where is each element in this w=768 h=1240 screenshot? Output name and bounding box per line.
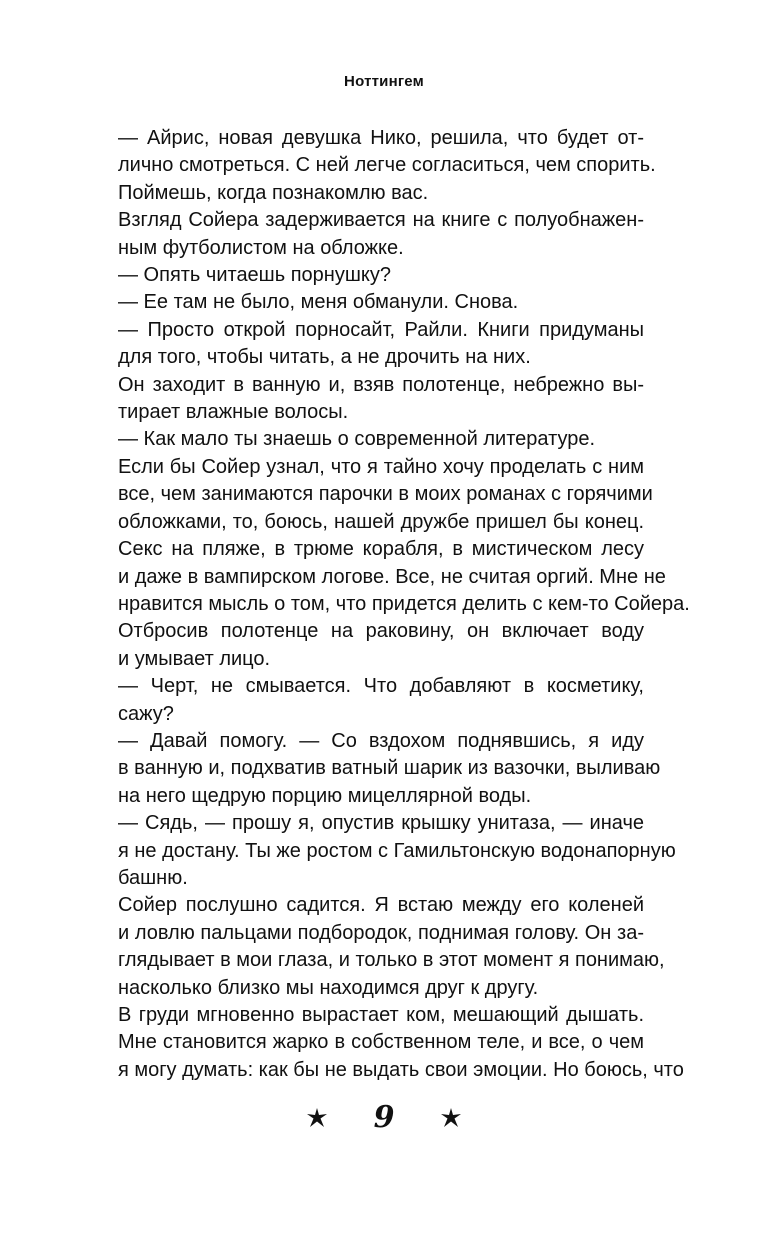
text-line: насколько близко мы находимся друг к другу. [118,976,539,999]
paragraph [118,810,676,892]
text-line: — Опять читаешь порнушку? [118,264,391,287]
text-line: Мне становится жарко в собственном теле, и все, о чем [118,1031,644,1054]
text-line: обложками, то, боюсь, нашей дружбе пришел бы конец. [118,510,644,533]
text-line: и умывает лицо. [118,647,271,670]
paragraph [118,317,644,372]
page-footer [0,1100,768,1136]
text-line: — Давай помогу. — Со вздохом поднявшись, я иду [118,729,644,752]
text-line: в ванную и, подхватив ватный шарик из вазочки, выливаю [118,757,661,780]
text-line: и ловлю пальцами подбородок, поднимая голову. Он за- [118,921,644,944]
text-line: башню. [118,866,188,889]
text-line: Секс на пляже, в трюме корабля, в мистическом лесу [118,538,644,561]
paragraph [118,892,665,1002]
text-line: все, чем занимаются парочки в моих романах с горячими [118,483,653,506]
text-line: нравится мысль о том, что придется делить с кем-то Сойера. [118,592,690,615]
text-line: Взгляд Сойера задерживается на книге с полуобнажен- [118,209,644,232]
text-line: на него щедрую порцию мицеллярной воды. [118,784,532,807]
text-line: — Ее там не было, меня обманули. Снова. [118,291,519,314]
paragraph [118,207,644,262]
text-line: лично смотреться. С ней легче согласиться, чем спорить. [118,154,656,177]
text-line: — Айрис, новая девушка Нико, решила, что будет от- [118,127,644,149]
paragraph [118,372,644,427]
text-line: Отбросив полотенце на раковину, он включает воду [118,620,644,643]
paragraph [118,289,644,316]
paragraph [118,262,644,289]
page-number: 9 [373,1100,395,1135]
text-line: я не достану. Ты же ростом с Гамильтонскую водонапорную [118,839,676,862]
text-line: — Просто открой порносайт, Райли. Книги придуманы [118,318,644,341]
text-line: Если бы Сойер узнал, что я тайно хочу проделать с ним [118,455,644,478]
star-ornament-icon [306,1107,328,1129]
text-line: В груди мгновенно вырастает ком, мешающий дышать. [118,1004,644,1026]
text-line: я могу думать: как бы не выдать свои эмоции. Но боюсь, что [118,1058,684,1081]
text-line: Поймешь, когда познакомлю вас. [118,181,429,204]
text-line: тирает влажные волосы. [118,401,349,424]
text-line: Сойер послушно садится. Я встаю между его коленей [118,894,644,917]
star-ornament-icon [440,1107,462,1129]
text-line: — Как мало ты знаешь о современной литературе. [118,428,596,451]
text-line: ным футболистом на обложке. [118,236,404,259]
text-line: Он заходит в ванную и, взяв полотенце, небрежно вы- [118,373,644,396]
text-line: сажу? [118,702,174,725]
paragraph [118,125,656,207]
text-line: — Черт, не смывается. Что добавляют в косметику, [118,675,644,698]
paragraph [118,1002,684,1084]
paragraph [118,618,644,673]
body-text [118,125,690,1084]
text-line: — Сядь, — прошу я, опустив крышку унитаза, — иначе [118,812,644,835]
paragraph [118,728,661,810]
paragraph [118,426,644,453]
text-line: глядывает в мои глаза, и только в этот момент я понимаю, [118,949,665,972]
paragraph [118,454,690,618]
text-line: для того, чтобы читать, а не дрочить на них. [118,346,531,369]
paragraph [118,673,644,728]
text-line: и даже в вампирском логове. Все, не считая оргий. Мне не [118,565,666,588]
running-head: Ноттингем [344,73,424,90]
